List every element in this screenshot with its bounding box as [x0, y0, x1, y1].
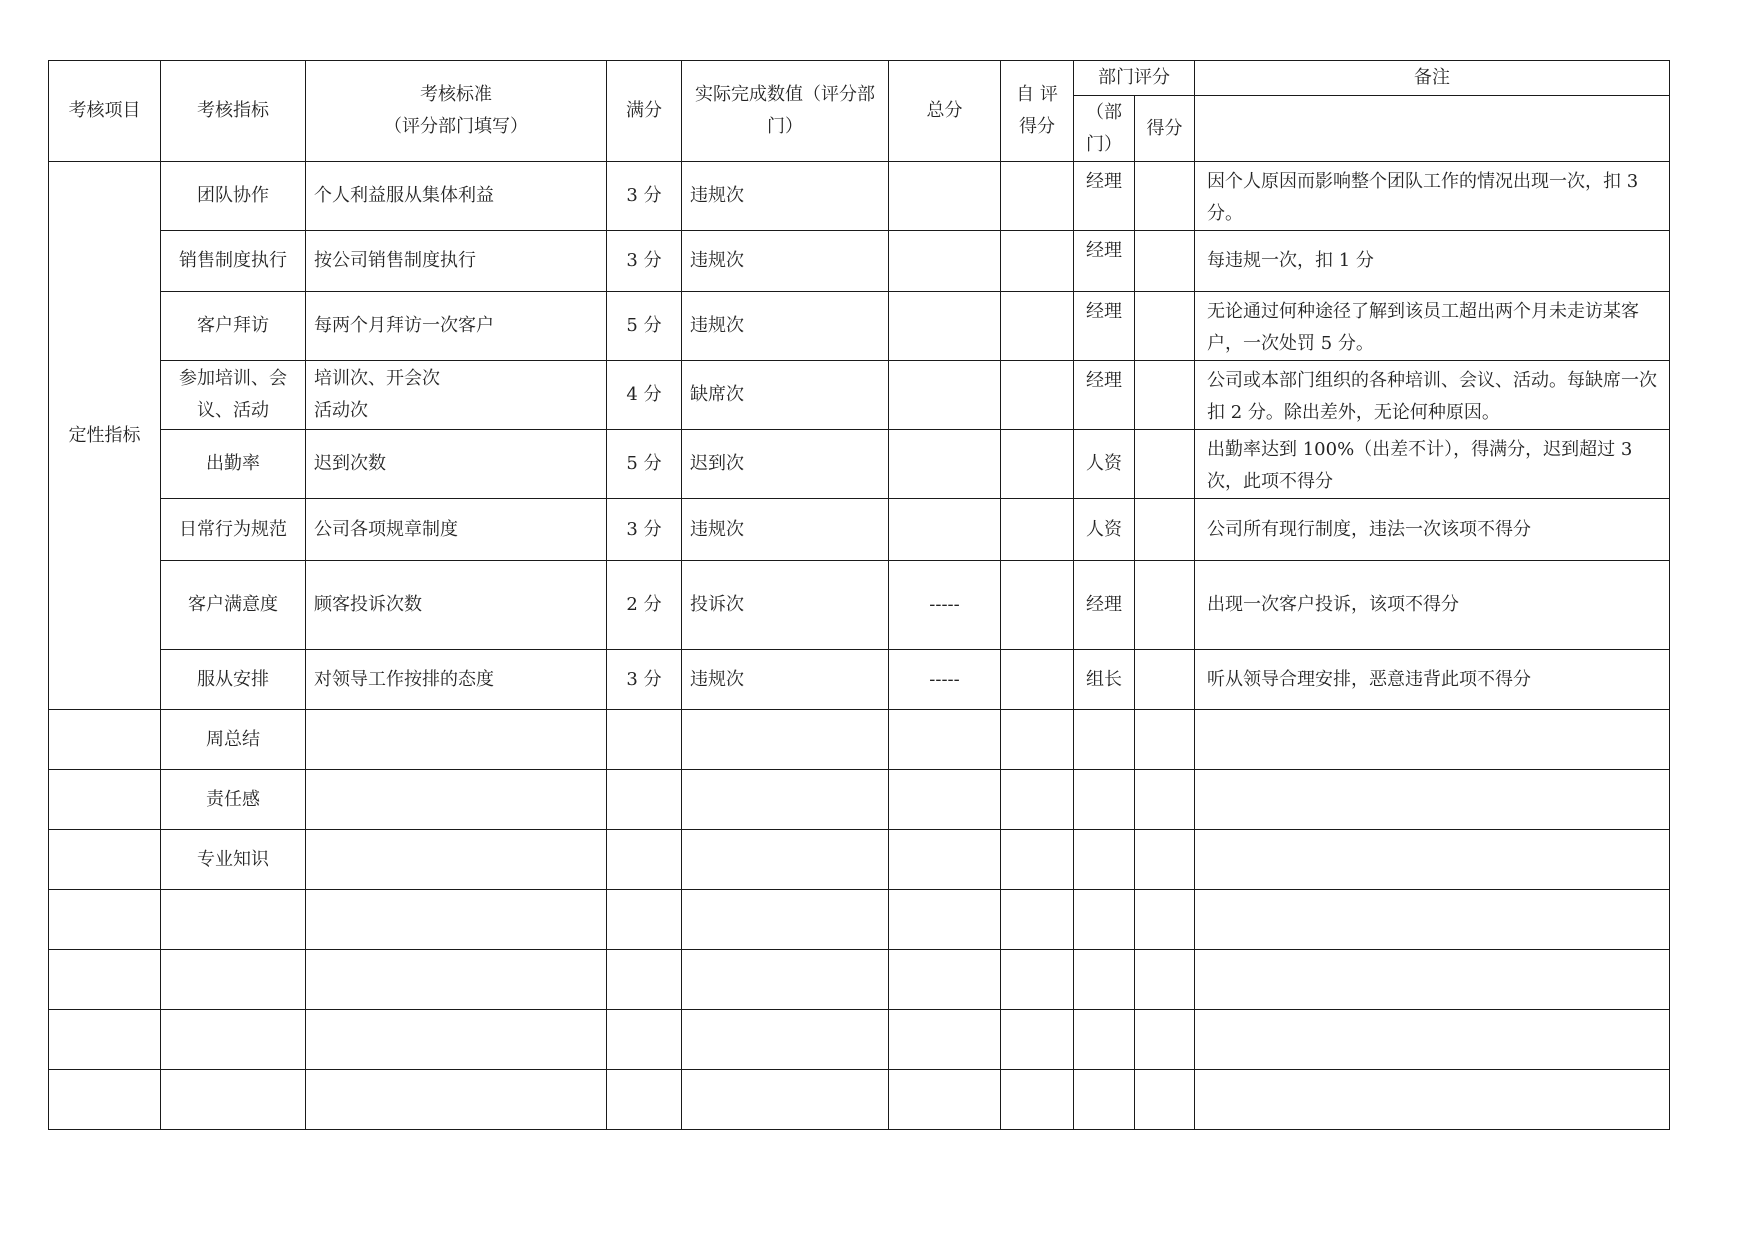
standard-line2: 活动次: [314, 400, 368, 421]
dept-name-cell: 人资: [1074, 430, 1135, 499]
category-cell: [49, 950, 161, 1010]
self-score-cell[interactable]: [1001, 710, 1074, 770]
dept-points-cell[interactable]: [1135, 292, 1195, 361]
actual-value-cell: 违规次: [682, 162, 889, 231]
standard-cell: 个人利益服从集体利益: [306, 162, 607, 231]
actual-value-cell: 迟到次: [682, 430, 889, 499]
dept-name-cell: 经理: [1074, 162, 1135, 231]
standard-line1: 培训次、开会次: [314, 368, 440, 389]
indicator-cell: 日常行为规范: [161, 499, 306, 561]
table-row: [49, 162, 1670, 231]
self-score-cell[interactable]: [1001, 950, 1074, 1010]
standard-cell[interactable]: [306, 1070, 607, 1130]
header-remarks-blank: [1195, 96, 1670, 162]
total-cell[interactable]: [889, 890, 1001, 950]
self-score-cell[interactable]: [1001, 1010, 1074, 1070]
total-cell[interactable]: [889, 950, 1001, 1010]
header-standard: [306, 61, 607, 162]
dept-name-cell: 经理: [1074, 361, 1135, 430]
remark-cell[interactable]: [1195, 950, 1670, 1010]
indicator-cell: 责任感: [161, 770, 306, 830]
full-score-cell: 3 分: [607, 499, 682, 561]
full-score-cell: 3 分: [607, 162, 682, 231]
full-score-cell: 3 分: [607, 650, 682, 710]
actual-value-cell[interactable]: [682, 770, 889, 830]
actual-value-cell[interactable]: [682, 950, 889, 1010]
indicator-cell: [161, 1070, 306, 1130]
dept-points-cell[interactable]: [1135, 830, 1195, 890]
actual-value-cell: 投诉次: [682, 561, 889, 650]
indicator-cell: 客户满意度: [161, 561, 306, 650]
total-cell: [889, 231, 1001, 292]
category-cell: [49, 770, 161, 830]
full-score-cell[interactable]: [607, 710, 682, 770]
full-score-cell: 4 分: [607, 361, 682, 430]
dept-name-cell: 人资: [1074, 499, 1135, 561]
remark-cell: 无论通过何种途径了解到该员工超出两个月未走访某客户，一次处罚 5 分。: [1195, 292, 1670, 361]
dept-name-cell[interactable]: [1074, 890, 1135, 950]
table-row: [49, 950, 1670, 1010]
total-cell[interactable]: [889, 830, 1001, 890]
remark-cell: 公司或本部门组织的各种培训、会议、活动。每缺席一次扣 2 分。除出差外，无论何种原因。: [1195, 361, 1670, 430]
remark-cell[interactable]: [1195, 830, 1670, 890]
table-row: [49, 292, 1670, 361]
self-score-cell[interactable]: [1001, 231, 1074, 292]
remark-cell: 出现一次客户投诉，该项不得分: [1195, 561, 1670, 650]
remark-cell[interactable]: [1195, 1070, 1670, 1130]
header-self-score: 自 评得分: [1001, 61, 1074, 162]
dept-points-cell[interactable]: [1135, 710, 1195, 770]
total-cell[interactable]: [889, 710, 1001, 770]
full-score-cell: 3 分: [607, 231, 682, 292]
full-score-cell[interactable]: [607, 770, 682, 830]
actual-value-cell[interactable]: [682, 1010, 889, 1070]
standard-cell[interactable]: [306, 1010, 607, 1070]
total-cell[interactable]: [889, 1070, 1001, 1130]
actual-value-cell[interactable]: [682, 830, 889, 890]
dept-name-cell: 经理: [1074, 292, 1135, 361]
dept-name-cell: 经理: [1074, 231, 1135, 292]
total-cell[interactable]: [889, 1010, 1001, 1070]
category-cell: [49, 890, 161, 950]
header-total: 总分: [889, 61, 1001, 162]
indicator-cell: 客户拜访: [161, 292, 306, 361]
dept-points-cell[interactable]: [1135, 770, 1195, 830]
indicator-cell: 参加培训、会议、活动: [161, 361, 306, 430]
standard-cell: 按公司销售制度执行: [306, 231, 607, 292]
self-score-cell[interactable]: [1001, 430, 1074, 499]
actual-value-cell[interactable]: [682, 710, 889, 770]
actual-value-cell: 违规次: [682, 499, 889, 561]
table-row: [49, 890, 1670, 950]
actual-value-cell[interactable]: [682, 890, 889, 950]
actual-value-cell: 缺席次: [682, 361, 889, 430]
actual-value-cell[interactable]: [682, 1070, 889, 1130]
dept-name-cell[interactable]: [1074, 950, 1135, 1010]
dept-points-cell[interactable]: [1135, 561, 1195, 650]
remark-cell[interactable]: [1195, 890, 1670, 950]
indicator-cell: 团队协作: [161, 162, 306, 231]
assessment-table: [48, 60, 1670, 1130]
dept-name-cell[interactable]: [1074, 1010, 1135, 1070]
header-standard-line2: （评分部门填写）: [384, 116, 528, 137]
remark-cell: 因个人原因而影响整个团队工作的情况出现一次，扣 3 分。: [1195, 162, 1670, 231]
self-score-cell[interactable]: [1001, 162, 1074, 231]
indicator-cell: 服从安排: [161, 650, 306, 710]
dept-name-cell[interactable]: [1074, 830, 1135, 890]
standard-cell: 每两个月拜访一次客户: [306, 292, 607, 361]
remark-cell: 公司所有现行制度，违法一次该项不得分: [1195, 499, 1670, 561]
indicator-cell: 销售制度执行: [161, 231, 306, 292]
self-score-cell[interactable]: [1001, 890, 1074, 950]
actual-value-cell: 违规次: [682, 650, 889, 710]
total-cell: -----: [889, 650, 1001, 710]
dept-name-cell: 组长: [1074, 650, 1135, 710]
self-score-cell[interactable]: [1001, 830, 1074, 890]
self-score-cell[interactable]: [1001, 292, 1074, 361]
remark-cell[interactable]: [1195, 710, 1670, 770]
self-score-cell[interactable]: [1001, 650, 1074, 710]
header-dept-points: 得分: [1135, 96, 1195, 162]
dept-name-cell[interactable]: [1074, 1070, 1135, 1130]
header-dept-name: （部门）: [1074, 96, 1135, 162]
indicator-cell: [161, 1010, 306, 1070]
standard-cell: 顾客投诉次数: [306, 561, 607, 650]
full-score-cell[interactable]: [607, 950, 682, 1010]
table-row: [49, 710, 1670, 770]
standard-cell[interactable]: [306, 710, 607, 770]
header-remarks: 备注: [1195, 61, 1670, 96]
standard-cell: 迟到次数: [306, 430, 607, 499]
standard-cell[interactable]: [306, 830, 607, 890]
category-cell: 定性指标: [49, 162, 161, 710]
total-cell: [889, 430, 1001, 499]
full-score-cell: 2 分: [607, 561, 682, 650]
full-score-cell[interactable]: [607, 890, 682, 950]
actual-value-cell: 违规次: [682, 231, 889, 292]
table-row: [49, 650, 1670, 710]
full-score-cell: 5 分: [607, 430, 682, 499]
category-cell: [49, 710, 161, 770]
header-dept-score: 部门评分: [1074, 61, 1195, 96]
full-score-cell[interactable]: [607, 1010, 682, 1070]
table-row: [49, 231, 1670, 292]
dept-points-cell[interactable]: [1135, 1070, 1195, 1130]
total-cell: [889, 162, 1001, 231]
dept-points-cell[interactable]: [1135, 890, 1195, 950]
header-item: 考核项目: [49, 61, 161, 162]
category-cell: [49, 830, 161, 890]
remark-cell[interactable]: [1195, 1010, 1670, 1070]
remark-cell: 每违规一次，扣 1 分: [1195, 231, 1670, 292]
standard-cell: [306, 361, 607, 430]
dept-name-cell: 经理: [1074, 561, 1135, 650]
standard-cell[interactable]: [306, 890, 607, 950]
self-score-cell[interactable]: [1001, 770, 1074, 830]
table-row: [49, 430, 1670, 499]
header-indicator: 考核指标: [161, 61, 306, 162]
total-cell: [889, 361, 1001, 430]
standard-cell: 对领导工作按排的态度: [306, 650, 607, 710]
standard-cell: 公司各项规章制度: [306, 499, 607, 561]
full-score-cell[interactable]: [607, 1070, 682, 1130]
dept-points-cell[interactable]: [1135, 1010, 1195, 1070]
table-row: [49, 1070, 1670, 1130]
remark-cell[interactable]: [1195, 770, 1670, 830]
table-row: [49, 830, 1670, 890]
table-row: [49, 770, 1670, 830]
standard-cell[interactable]: [306, 770, 607, 830]
full-score-cell[interactable]: [607, 830, 682, 890]
remark-cell: 出勤率达到 100%（出差不计），得满分，迟到超过 3 次，此项不得分: [1195, 430, 1670, 499]
self-score-cell[interactable]: [1001, 499, 1074, 561]
total-cell: -----: [889, 561, 1001, 650]
self-score-cell[interactable]: [1001, 561, 1074, 650]
indicator-cell: [161, 890, 306, 950]
dept-points-cell[interactable]: [1135, 499, 1195, 561]
header-standard-line1: 考核标准: [420, 84, 492, 105]
indicator-cell: [161, 950, 306, 1010]
table-row: [49, 361, 1670, 430]
full-score-cell: 5 分: [607, 292, 682, 361]
dept-points-cell[interactable]: [1135, 162, 1195, 231]
self-score-cell[interactable]: [1001, 1070, 1074, 1130]
category-cell: [49, 1070, 161, 1130]
dept-points-cell[interactable]: [1135, 231, 1195, 292]
dept-name-cell[interactable]: [1074, 770, 1135, 830]
dept-name-cell[interactable]: [1074, 710, 1135, 770]
total-cell[interactable]: [889, 770, 1001, 830]
total-cell: [889, 292, 1001, 361]
total-cell: [889, 499, 1001, 561]
table-row: [49, 1010, 1670, 1070]
actual-value-cell: 违规次: [682, 292, 889, 361]
indicator-cell: 周总结: [161, 710, 306, 770]
header-actual-value: 实际完成数值（评分部门）: [682, 61, 889, 162]
self-score-cell[interactable]: [1001, 361, 1074, 430]
standard-cell[interactable]: [306, 950, 607, 1010]
header-full-score: 满分: [607, 61, 682, 162]
dept-points-cell[interactable]: [1135, 950, 1195, 1010]
indicator-cell: 出勤率: [161, 430, 306, 499]
dept-points-cell[interactable]: [1135, 430, 1195, 499]
table-row: [49, 499, 1670, 561]
indicator-cell: 专业知识: [161, 830, 306, 890]
table-row: [49, 561, 1670, 650]
dept-points-cell[interactable]: [1135, 361, 1195, 430]
dept-points-cell[interactable]: [1135, 650, 1195, 710]
header-row-1: [49, 61, 1670, 96]
category-cell: [49, 1010, 161, 1070]
remark-cell: 听从领导合理安排，恶意违背此项不得分: [1195, 650, 1670, 710]
